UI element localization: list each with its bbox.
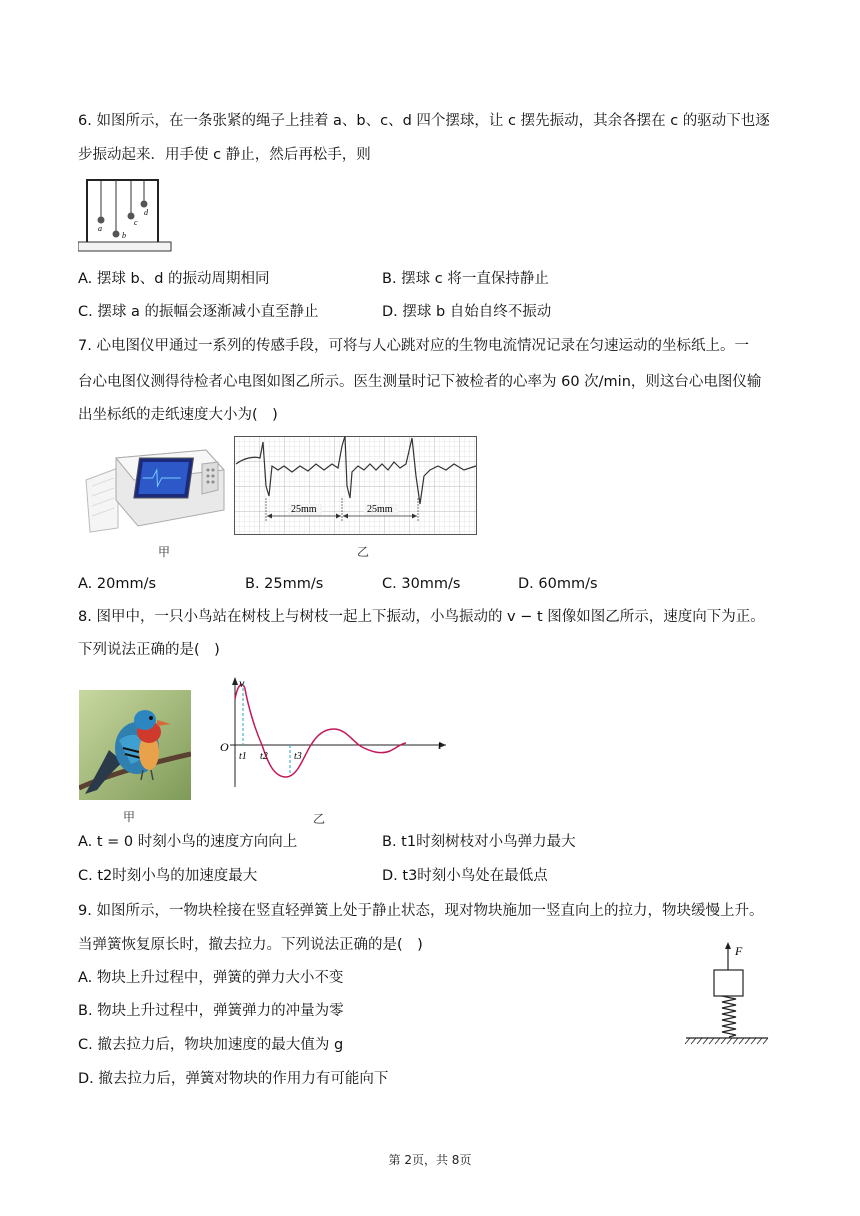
q8-option-d: D. t3时刻小鸟处在最低点	[382, 868, 548, 884]
q9-option-a: A. 物块上升过程中，弹簧的弹力大小不变	[78, 970, 344, 986]
pendulum-figure	[78, 175, 173, 255]
label-b: b	[122, 231, 126, 240]
ecg-device-image	[78, 440, 228, 535]
ecg-dim-1: 25mm	[291, 504, 317, 515]
q7-option-d: D. 60mm/s	[518, 576, 598, 592]
q8-label-jia: 甲	[123, 810, 136, 824]
q7-stem-line2: 台心电图仪测得待检者心电图如图乙所示。医生测量时记下被检者的心率为 60 次/min，则这台心电图仪输	[78, 374, 762, 390]
graph-t2: t2	[260, 751, 268, 762]
graph-v-label: v	[239, 676, 245, 690]
label-a: a	[98, 224, 102, 233]
ecg-chart	[234, 436, 478, 536]
q6-stem-line2: 步振动起来．用手使 c 静止，然后再松手，则	[78, 147, 371, 163]
label-c: c	[134, 218, 138, 227]
q9-stem-line2: 当弹簧恢复原长时，撤去拉力。下列说法正确的是( )	[78, 937, 423, 953]
q6-option-c: C. 摆球 a 的振幅会逐渐减小直至静止	[78, 304, 319, 320]
force-label: F	[735, 944, 743, 958]
graph-t-label: t	[438, 738, 442, 752]
q6-option-a: A. 摆球 b、d 的振动周期相同	[78, 271, 270, 287]
page-footer: 第 2页，共 8页	[388, 1153, 472, 1167]
q8-stem-line1: 8. 图甲中，一只小鸟站在树枝上与树枝一起上下振动，小鸟振动的 v − t 图像如图乙所示，速度向下为正。	[78, 609, 765, 625]
graph-t1: t1	[239, 751, 247, 762]
q9-option-c: C. 撤去拉力后，物块加速度的最大值为 g	[78, 1037, 344, 1053]
graph-t3: t3	[294, 751, 302, 762]
q6-option-b: B. 摆球 c 将一直保持静止	[382, 271, 549, 287]
ecg-dim-2: 25mm	[367, 504, 393, 515]
q7-label-jia: 甲	[158, 545, 171, 559]
q8-option-b: B. t1时刻树枝对小鸟弹力最大	[382, 834, 576, 850]
q7-option-b: B. 25mm/s	[245, 576, 324, 592]
bird-photo	[79, 690, 191, 800]
q7-option-a: A. 20mm/s	[78, 576, 157, 592]
q9-option-d: D. 撤去拉力后，弹簧对物块的作用力有可能向下	[78, 1071, 389, 1087]
q7-stem-line3: 出坐标纸的走纸速度大小为( )	[78, 407, 278, 423]
q6-stem-line1: 6. 如图所示，在一条张紧的绳子上挂着 a、b、c、d 四个摆球，让 c 摆先振动，其余各摆在 c 的驱动下也逐	[78, 113, 770, 129]
label-d: d	[144, 208, 148, 217]
q8-stem-line2: 下列说法正确的是( )	[78, 642, 220, 658]
q6-option-d: D. 摆球 b 自始自终不振动	[382, 304, 552, 320]
q7-option-c: C. 30mm/s	[382, 576, 461, 592]
q7-label-yi: 乙	[357, 545, 370, 559]
q8-option-c: C. t2时刻小鸟的加速度最大	[78, 868, 258, 884]
q8-label-yi: 乙	[313, 812, 326, 826]
q7-stem-line1: 7. 心电图仪甲通过一系列的传感手段，可将与人心跳对应的生物电流情况记录在匀速运动的坐标纸上。一	[78, 338, 749, 354]
q9-option-b: B. 物块上升过程中，弹簧弹力的冲量为零	[78, 1003, 344, 1019]
q9-stem-line1: 9. 如图所示，一物块栓接在竖直轻弹簧上处于静止状态，现对物块施加一竖直向上的拉力，物块缓慢上升。	[78, 903, 764, 919]
q8-option-a: A. t = 0 时刻小鸟的速度方向向上	[78, 834, 298, 850]
spring-block-figure	[682, 940, 772, 1050]
v-t-graph	[210, 675, 455, 790]
graph-origin: O	[220, 740, 229, 754]
